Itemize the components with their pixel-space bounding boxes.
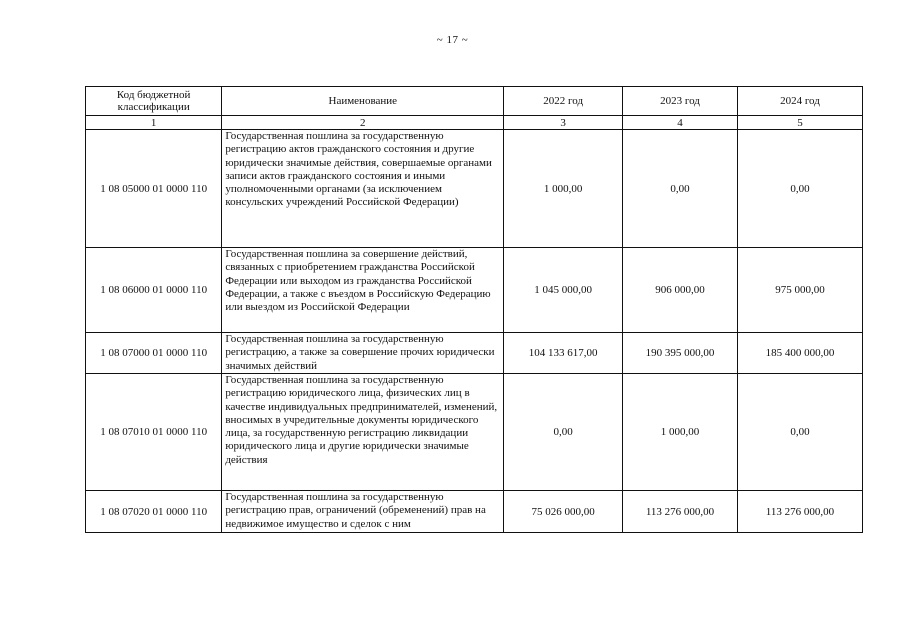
header-year-2023: 2023 год — [623, 87, 738, 116]
amount-2024: 0,00 — [737, 130, 862, 248]
amount-2023: 113 276 000,00 — [623, 491, 738, 533]
table-row — [86, 248, 863, 333]
table-row — [86, 374, 863, 491]
header-year-2024: 2024 год — [737, 87, 862, 116]
table-row — [86, 333, 863, 374]
item-name: Государственная пошлина за государственную регистрацию актов гражданского состояния и другие юридически значимые действия, совершаемые органами записи актов гражданского состояния и иными уполномоченными органами (за исключением консульских учреждений Российской Федерации) — [222, 130, 504, 248]
header-year-2022: 2022 год — [504, 87, 623, 116]
column-number-row — [86, 116, 863, 130]
column-number: 2 — [222, 116, 504, 130]
budget-code: 1 08 07010 01 0000 110 — [86, 374, 222, 491]
amount-2024: 185 400 000,00 — [737, 333, 862, 374]
amount-2022: 1 045 000,00 — [504, 248, 623, 333]
column-number: 1 — [86, 116, 222, 130]
item-name: Государственная пошлина за государственную регистрацию, а также за совершение прочих юридически значимых действий — [222, 333, 504, 374]
amount-2023: 190 395 000,00 — [623, 333, 738, 374]
column-number: 4 — [623, 116, 738, 130]
table-row — [86, 130, 863, 248]
item-name: Государственная пошлина за государственную регистрацию юридического лица, физических лиц в качестве индивидуальных предпринимателей, изменений, вносимых в учредительные документы юридического лица, за государственную регистрацию ликвидации юридического лица и другие юридически значимые действия — [222, 374, 504, 491]
item-name: Государственная пошлина за совершение действий, связанных с приобретением гражданства Российской Федерации или выходом из гражданства Российской Федерации, а также с въездом в Российскую Федерацию или выездом из Российской Федерации — [222, 248, 504, 333]
header-name: Наименование — [222, 87, 504, 116]
column-number: 5 — [737, 116, 862, 130]
page-number: ~ 17 ~ — [436, 34, 469, 46]
amount-2022: 75 026 000,00 — [504, 491, 623, 533]
table-row — [86, 491, 863, 533]
amount-2024: 113 276 000,00 — [737, 491, 862, 533]
amount-2023: 906 000,00 — [623, 248, 738, 333]
amount-2024: 0,00 — [737, 374, 862, 491]
amount-2022: 1 000,00 — [504, 130, 623, 248]
amount-2023: 1 000,00 — [623, 374, 738, 491]
header-code: Код бюджетной классификации — [86, 87, 222, 116]
amount-2022: 104 133 617,00 — [504, 333, 623, 374]
budget-code: 1 08 07020 01 0000 110 — [86, 491, 222, 533]
amount-2022: 0,00 — [504, 374, 623, 491]
table-header-row — [86, 87, 863, 116]
amount-2023: 0,00 — [623, 130, 738, 248]
budget-code: 1 08 06000 01 0000 110 — [86, 248, 222, 333]
budget-code: 1 08 05000 01 0000 110 — [86, 130, 222, 248]
budget-code: 1 08 07000 01 0000 110 — [86, 333, 222, 374]
item-name: Государственная пошлина за государственную регистрацию прав, ограничений (обременений) прав на недвижимое имущество и сделок с ним — [222, 491, 504, 533]
budget-table — [85, 86, 863, 533]
column-number: 3 — [504, 116, 623, 130]
amount-2024: 975 000,00 — [737, 248, 862, 333]
